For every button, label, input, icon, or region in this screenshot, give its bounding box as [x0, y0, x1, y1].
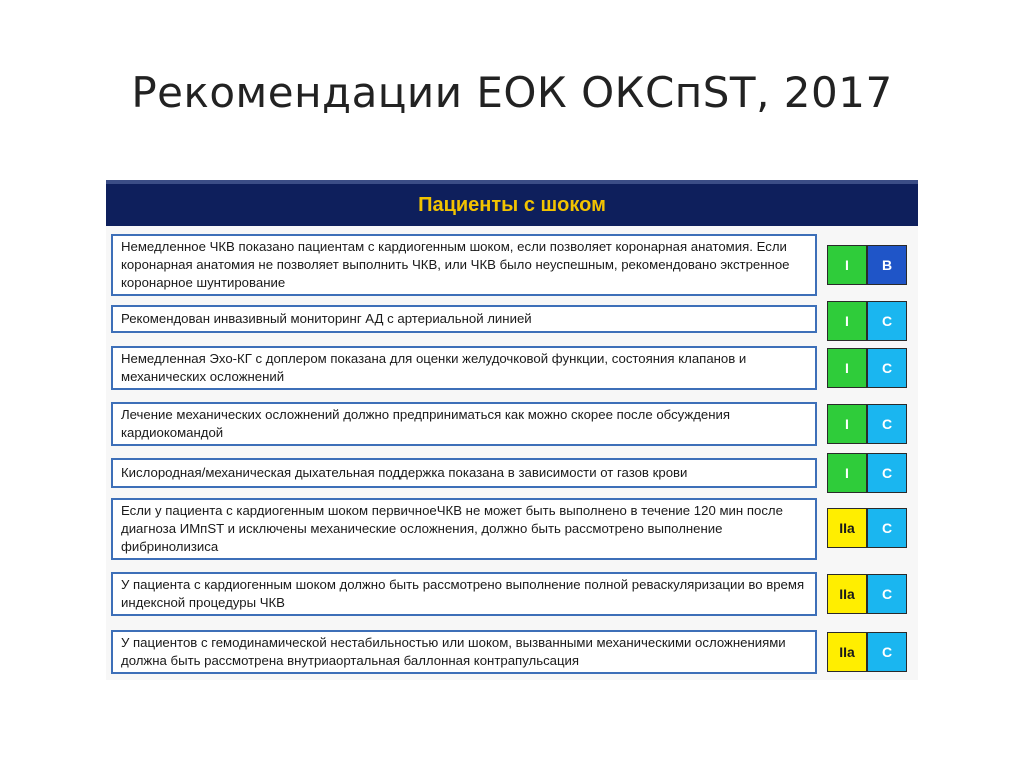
class-badge: I — [827, 453, 867, 493]
level-badge: C — [867, 632, 907, 672]
class-badge: I — [827, 245, 867, 285]
recommendation-text: Немедленное ЧКВ показано пациентам с кардиогенным шоком, если позволяет коронарная анатомия. Если коронарная анатомия не позволяет выполнить ЧКВ, или ЧКВ было неуспешным, рекомендовано экстренное коронарное шунтирование — [111, 234, 817, 296]
table-header: Пациенты с шоком — [106, 180, 918, 226]
recommendation-text: Если у пациента с кардиогенным шоком первичноеЧКВ не может быть выполнено в течение 120 мин после диагноза ИМпST и исключены механические осложнения, должно быть рассмотрено выполнение фибринолизиса — [111, 498, 817, 560]
level-badge: C — [867, 574, 907, 614]
class-badge: I — [827, 404, 867, 444]
level-badge: C — [867, 348, 907, 388]
recommendation-text: Рекомендован инвазивный мониторинг АД с артериальной линией — [111, 305, 817, 333]
class-badge: I — [827, 348, 867, 388]
recommendation-text: У пациентов с гемодинамической нестабильностью или шоком, вызванными механическими осложнениями должна быть рассмотрена внутриаортальная баллонная контрапульсация — [111, 630, 817, 674]
class-badge: IIa — [827, 632, 867, 672]
recommendation-text: Немедленная Эхо-КГ с доплером показана для оценки желудочковой функции, состояния клапанов и механических осложнений — [111, 346, 817, 390]
recommendation-text: У пациента с кардиогенным шоком должно быть рассмотрено выполнение полной реваскуляризации во время индексной процедуры ЧКВ — [111, 572, 817, 616]
level-badge: C — [867, 404, 907, 444]
class-badge: IIa — [827, 508, 867, 548]
class-badge: IIa — [827, 574, 867, 614]
recommendation-text: Кислородная/механическая дыхательная поддержка показана в зависимости от газов крови — [111, 458, 817, 488]
class-badge: I — [827, 301, 867, 341]
slide-title: Рекомендации ЕОК ОКСпST, 2017 — [131, 68, 893, 117]
recommendation-text: Лечение механических осложнений должно предприниматься как можно скорее после обсуждения кардиокомандой — [111, 402, 817, 446]
level-badge: B — [867, 245, 907, 285]
level-badge: C — [867, 453, 907, 493]
recommendations-table — [106, 180, 918, 680]
level-badge: C — [867, 508, 907, 548]
level-badge: C — [867, 301, 907, 341]
